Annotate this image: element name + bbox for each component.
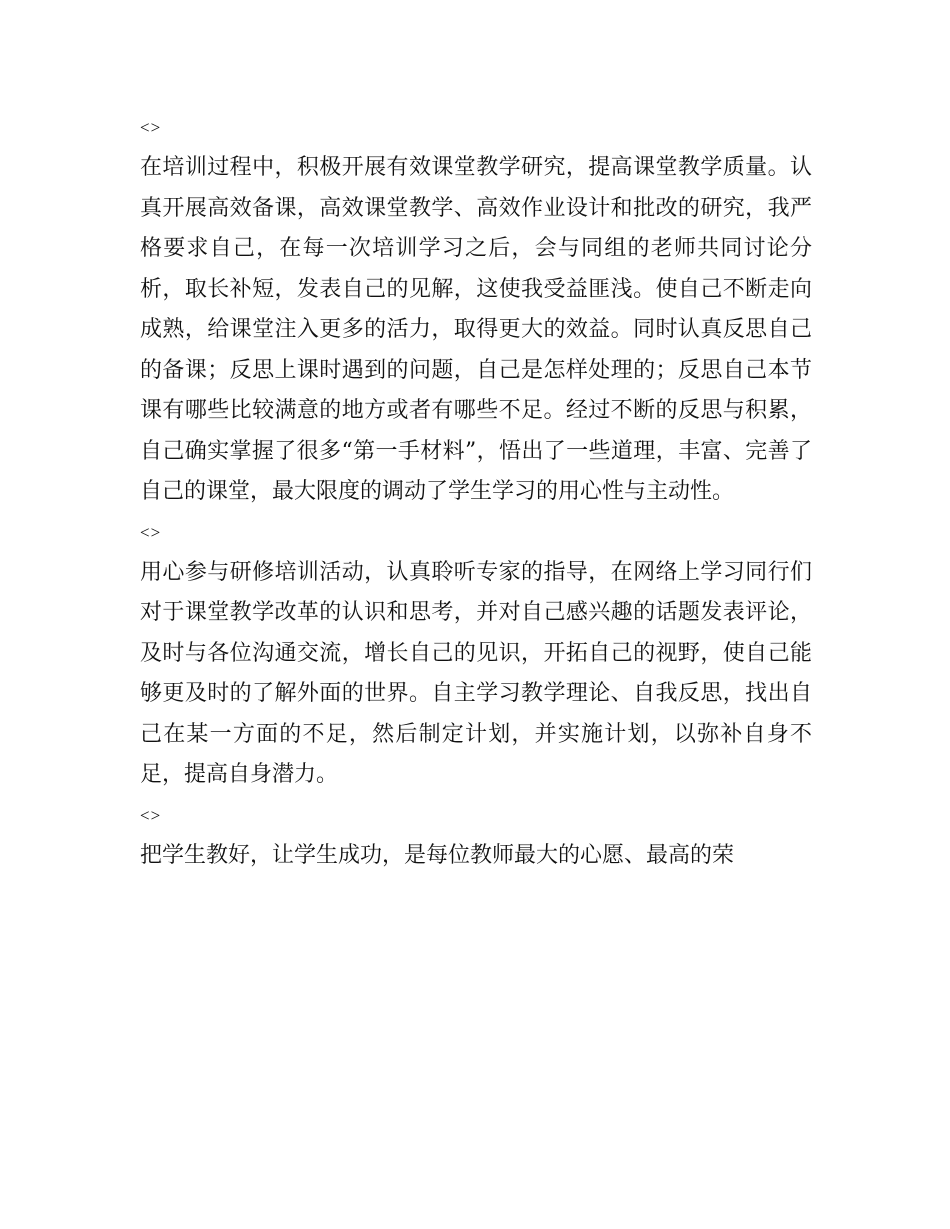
paragraph: 在培训过程中，积极开展有效课堂教学研究，提高课堂教学质量。认真开展高效备课，高效课堂教学、高效作业设计和批改的研究，我严格要求自己，在每一次培训学习之后，会与同组的老师共同讨论分析，取长补短，发表自己的见解，这使我受益匪浅。使自己不断走向成熟，给课堂注入更多的活力，取得更大的效益。同时认真反思自己的备课；反思上课时遇到的问题，自己是怎样处理的；反思自己本节课有哪些比较满意的地方或者有哪些不足。经过不断的反思与积累，自己确实掌握了很多“第一手材料”，悟出了一些道理，丰富、完善了自己的课堂，最大限度的调动了学生学习的用心性与主动性。 <box>140 155 812 504</box>
section-marker: <> <box>140 522 162 542</box>
section-marker: <> <box>140 118 162 137</box>
section-marker: <> <box>140 805 162 825</box>
paragraph: 把学生教好，让学生成功，是每位教师最大的心愿、最高的荣 <box>140 842 735 868</box>
paragraph: 用心参与研修培训活动，认真聆听专家的指导，在网络上学习同行们对于课堂教学改革的认识和思考，并对自己感兴趣的话题发表评论，及时与各位沟通交流，增长自己的见识，开拓自己的视野，使自己能够更及时的了解外面的世界。自主学习教学理论、自我反思，找出自己在某一方面的不足，然后制定计划，并实施计划，以弥补自身不足，提高自身潜力。 <box>140 559 812 787</box>
document-body <box>140 108 812 876</box>
